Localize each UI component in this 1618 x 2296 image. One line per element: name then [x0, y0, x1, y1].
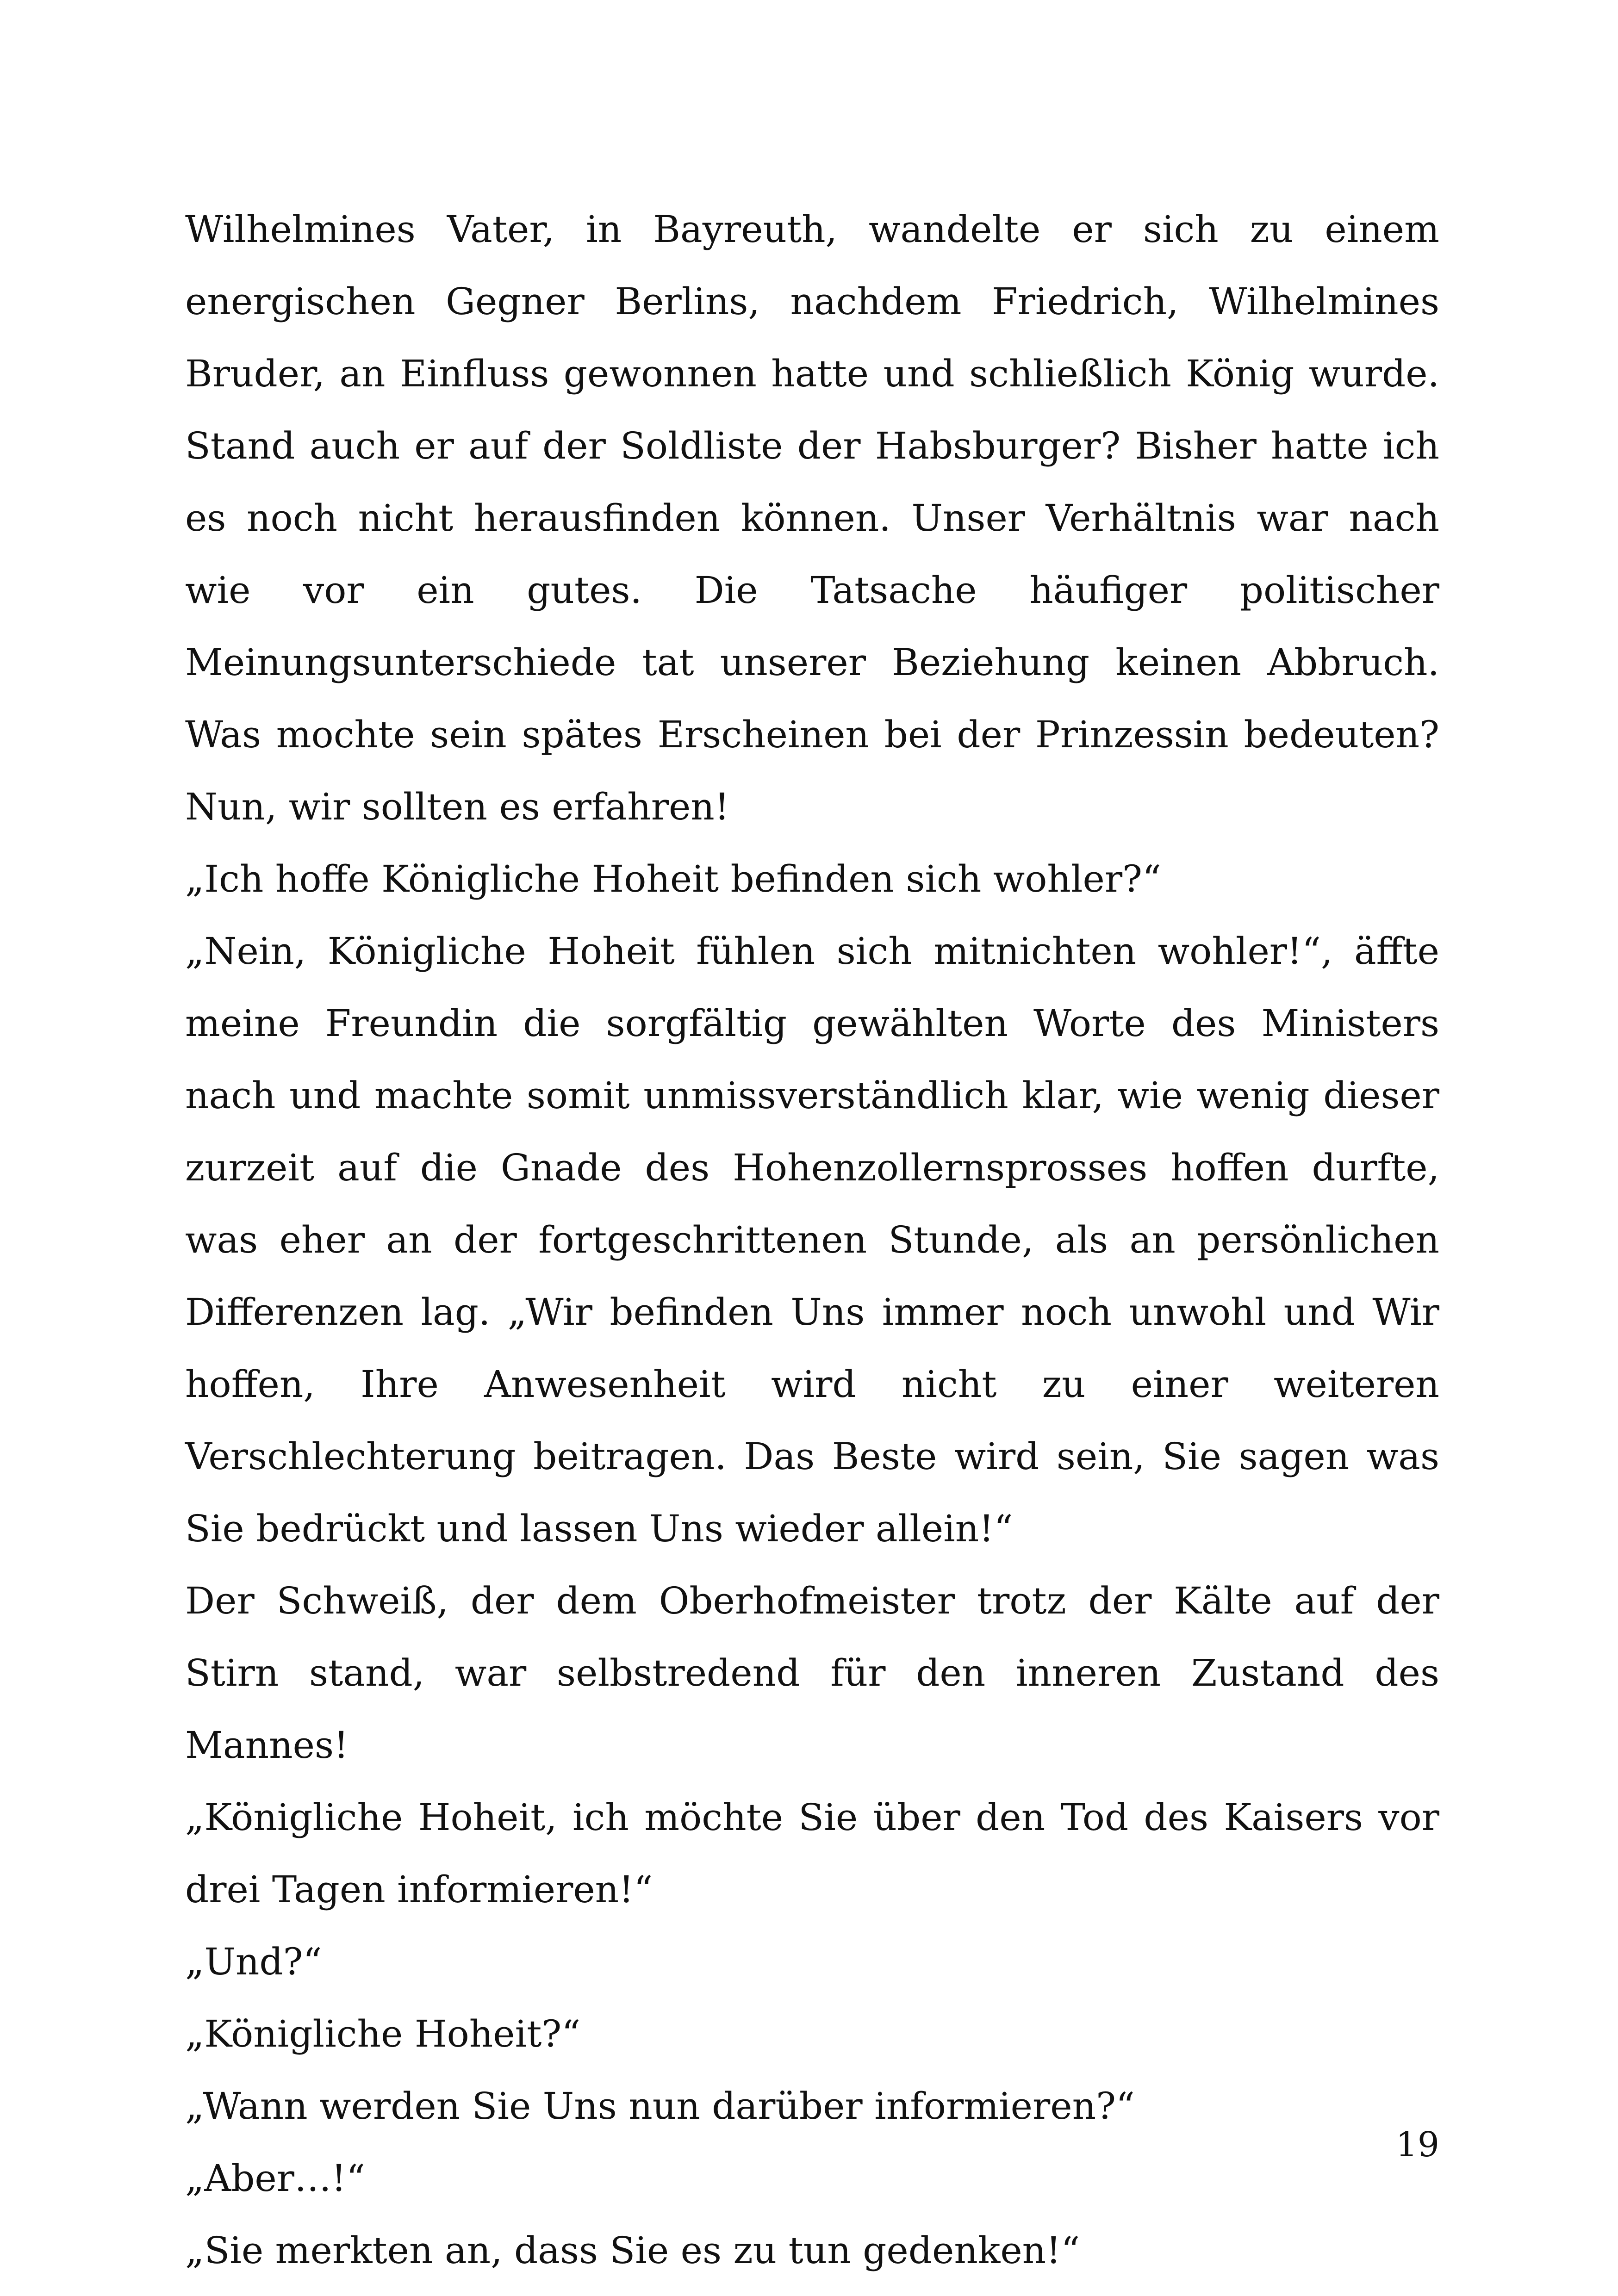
paragraph-7: „Königliche Hoheit?“: [185, 2012, 581, 2055]
paragraph-5: „Königliche Hoheit, ich möchte Sie über den Tod des Kaisers vor drei Tagen informieren!“: [185, 1796, 1439, 1911]
paragraph-2: „Ich hoffe Königliche Hoheit befinden sich wohler?“: [185, 857, 1161, 900]
paragraph-1: Wilhelmines Vater, in Bayreuth, wandelte er sich zu einem energischen Gegner Berlins, nachdem Friedrich, Wilhelmines Bruder, an Einfluss gewonnen hatte und schließlich König wurde. Stand auch er auf der Soldliste der Habsburger? Bisher hatte ich es noch nicht herausfinden können. Unser Verhältnis war nach wie vor ein gutes. Die Tatsache häufiger politischer Meinungsunterschiede tat unserer Beziehung keinen Abbruch. Was mochte sein spätes Erscheinen bei der Prinzessin bedeuten? Nun, wir sollten es erfahren!: [185, 208, 1439, 828]
paragraph-10: „Sie merkten an, dass Sie es zu tun gedenken!“: [185, 2229, 1080, 2272]
page-number: 19: [1395, 2125, 1439, 2165]
paragraph-3: „Nein, Königliche Hoheit fühlen sich mitnichten wohler!“, äffte meine Freundin die sorgfältig gewählten Worte des Ministers nach und machte somit unmissverständlich klar, wie wenig dieser zurzeit auf die Gnade des Hohenzollernsprosses hoffen durfte, was eher an der fortgeschrittenen Stunde, als an persönlichen Differenzen lag. „Wir befinden Uns immer noch unwohl und Wir hoffen, Ihre Anwesenheit wird nicht zu einer weiteren Verschlechterung beitragen. Das Beste wird sein, Sie sagen was Sie bedrückt und lassen Uns wieder allein!“: [185, 930, 1439, 1550]
paragraph-9: „Aber…!“: [185, 2157, 366, 2200]
body-text: [185, 193, 1439, 2287]
paragraph-8: „Wann werden Sie Uns nun darüber informieren?“: [185, 2085, 1135, 2128]
paragraph-4: Der Schweiß, der dem Oberhofmeister trotz der Kälte auf der Stirn stand, war selbstredend für den inneren Zustand des Mannes!: [185, 1579, 1439, 1767]
paragraph-6: „Und?“: [185, 1940, 322, 1983]
